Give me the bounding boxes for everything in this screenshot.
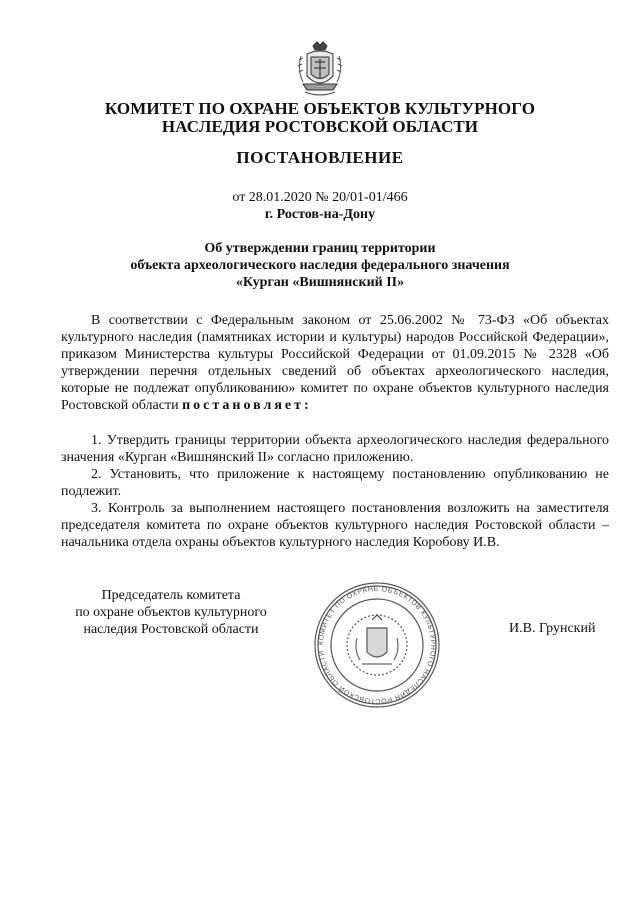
resolves-word: постановляет: — [182, 398, 312, 413]
signer-position-line-2: по охране объектов культурного — [75, 605, 267, 620]
signer-position — [55, 587, 287, 638]
signer-position-line-1: Председатель комитета — [101, 588, 241, 603]
coat-of-arms-icon — [293, 40, 347, 100]
organization-title-line-1: КОМИТЕТ ПО ОХРАНЕ ОБЪЕКТОВ КУЛЬТУРНОГО — [104, 99, 536, 118]
seal-text: КОМИТЕТ ПО ОХРАНЕ ОБЪЕКТОВ КУЛЬТУРНОГО НАСЛЕДИЯ РОСТОВСКОЙ ОБЛАСТИ — [317, 585, 437, 705]
document-subject — [0, 240, 640, 291]
document-date-number: от 28.01.2020 № 20/01-01/466 — [232, 190, 408, 205]
resolution-item: 2. Установить, что приложение к настоящему постановлению опубликованию не подлежит. — [61, 467, 609, 499]
signer-position-line-3: наследия Ростовской области — [83, 622, 259, 637]
resolution-item: 3. Контроль за выполнением настоящего постановления возложить на заместителя председателя комитета по охране объектов культурного наследия Ростовской области – начальника отдела охраны объектов культурного наследия Коробову И.В. — [61, 501, 609, 550]
resolution-items — [61, 432, 609, 551]
subject-line-2: объекта археологического наследия федерального значения — [130, 258, 510, 273]
document-meta — [0, 189, 640, 223]
signer-name: И.В. Грунский — [509, 621, 596, 636]
preamble-paragraph — [61, 312, 609, 414]
preamble-text: В соответствии с Федеральным законом от 25.06.2002 № 73-ФЗ «Об объектах культурного наследия (памятниках истории и культуры) народов Российской Федерации», приказом Министерства культуры Российской Федерации от 01.09.2015 № 2328 «Об утверждении перечня отдельных сведений об объектах археологического наследия, которые не подлежат опубликованию» комитет по охране объектов культурного наследия Ростовской области — [61, 313, 609, 413]
subject-line-3: «Курган «Вишнянский II» — [235, 275, 405, 290]
subject-line-1: Об утверждении границ территории — [204, 241, 436, 256]
document-city: г. Ростов-на-Дону — [264, 207, 376, 222]
organization-title — [0, 100, 640, 136]
official-seal-icon — [312, 580, 442, 710]
resolution-item: 1. Утвердить границы территории объекта археологического наследия федерального значения «Курган «Вишнянский II» согласно приложению. — [61, 433, 609, 465]
document-type: ПОСТАНОВЛЕНИЕ — [236, 148, 404, 167]
organization-title-line-2: НАСЛЕДИЯ РОСТОВСКОЙ ОБЛАСТИ — [161, 117, 479, 136]
